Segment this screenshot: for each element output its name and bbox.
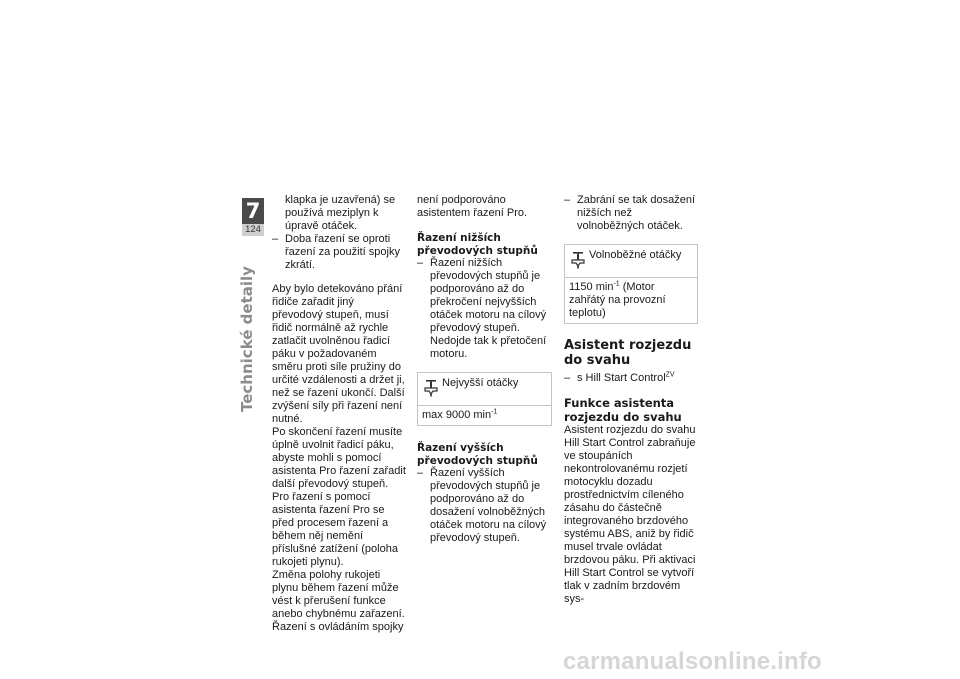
paragraph: Asistent rozjezdu do svahu Hill Start Control zabraňuje ve stoupáních nekontrolovanému rozjetí motocyklu dozadu prostřednictvím cíleného zásahu do částečně integrovaného brzdového systému ABS, aniž by řidič musel trvale ovládat brzdovou páku. Při aktivaci Hill Start Control se vytvoří tlak v zadním brzdovém sys- bbox=[564, 424, 696, 605]
list-item: – Řazení nižších převodových stupňů je podporováno až do překročení nejvyšších otáček motoru na cílový převodový stupeň. Nedojde tak k přetočení motoru. bbox=[417, 257, 552, 361]
spec-value-exponent: -1 bbox=[491, 408, 498, 416]
list-item bbox=[564, 372, 698, 385]
paragraph: Aby bylo detekováno přání řidiče zařadit jiný převodový stupeň, musí řidič normálně až rychle zatlačit uvolněnou řadicí páku v požadovaném směru proti síle pružiny do určité vzdálenosti a držet ji, než se řazení ukončí. Další zvýšení síly při řazení není nutné. bbox=[272, 283, 405, 425]
list-item: – Řazení vyšších převodových stupňů je podporováno až do dosažení volnoběžných otáček motoru na cílový převodový stupeň. bbox=[417, 467, 552, 545]
section-heading-hill-start: Asistent rozjezdu do svahu bbox=[564, 338, 692, 368]
spec-box-max-rpm bbox=[417, 372, 552, 426]
continuation-text: klapka je uzavřená) se používá meziplyn k úpravě otáček. bbox=[285, 194, 396, 232]
spec-value-exponent: -1 bbox=[613, 280, 620, 288]
page-number: 124 bbox=[242, 224, 264, 236]
spec-label: Nejvyšší otáčky bbox=[442, 377, 519, 389]
option-text: s Hill Start Control bbox=[577, 372, 666, 384]
option-marker: ZV bbox=[665, 371, 675, 379]
paragraph: není podporováno asistentem řazení Pro. bbox=[417, 194, 528, 219]
chapter-title: Technické detaily bbox=[238, 266, 256, 412]
list-item: – Zabrání se tak dosažení nižších než volnoběžných otáček. bbox=[564, 194, 698, 233]
tachometer-icon bbox=[571, 251, 585, 269]
paragraph: Změna polohy rukojeti plynu během řazení může vést k přerušení funkce anebo chybnému zařazení. Řazení s ovládáním spojky bbox=[272, 569, 405, 633]
section-heading-upshift: Řazení vyšších převodových stupňů bbox=[417, 442, 538, 467]
chapter-tab bbox=[242, 198, 264, 238]
watermark: carmanualsonline.info bbox=[563, 648, 822, 675]
spec-value-note: (Motor zahřátý na provozní teplotu) bbox=[569, 281, 666, 319]
column-2 bbox=[417, 194, 552, 545]
spec-value: 1150 min bbox=[569, 281, 614, 293]
list-item: – Doba řazení se oproti řazení za použití spojky zkrátí. bbox=[272, 233, 407, 272]
section-heading-hill-start-function: Funkce asistenta rozjezdu do svahu bbox=[564, 396, 682, 424]
tachometer-icon bbox=[424, 379, 438, 397]
spec-label: Volnoběžné otáčky bbox=[589, 249, 682, 261]
section-heading-downshift: Řazení nižších převodových stupňů bbox=[417, 232, 538, 257]
column-3 bbox=[564, 194, 698, 606]
spec-box-idle-rpm bbox=[564, 244, 698, 324]
chapter-number: 7 bbox=[242, 198, 264, 224]
spec-value: max 9000 min bbox=[422, 409, 492, 421]
paragraph: Po skončení řazení musíte úplně uvolnit řadicí páku, abyste mohli s pomocí asistenta Pro řazení zařadit další převodový stupeň. bbox=[272, 426, 406, 490]
column-1 bbox=[272, 194, 407, 634]
paragraph: Pro řazení s pomocí asistenta řazení Pro se před procesem řazení a během něj nemění příslušné zatížení (poloha rukojeti plynu). bbox=[272, 491, 398, 568]
